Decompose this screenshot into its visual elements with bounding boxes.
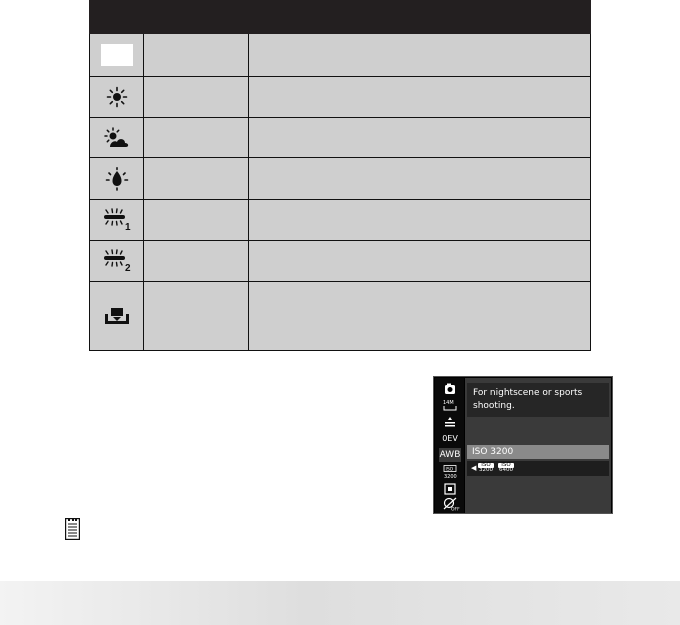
wb-description-cell: [249, 282, 591, 351]
wb-name-cell: [144, 282, 249, 351]
wb-name-cell: [144, 200, 249, 241]
white-balance-table: [89, 0, 591, 351]
icon-cell: [90, 34, 144, 77]
wb-description-cell: [249, 241, 591, 282]
svg-text:OFF: OFF: [451, 507, 460, 513]
metering-icon: [439, 482, 461, 496]
svg-text:14M: 14M: [443, 400, 454, 406]
wb-description-cell: [249, 34, 591, 77]
iso-option[interactable]: [498, 463, 514, 474]
iso-option[interactable]: [478, 463, 494, 474]
header-cell: [249, 1, 591, 34]
image-size-icon: [439, 398, 461, 412]
iso-option-label: ISO: [478, 463, 494, 468]
table-row: [90, 34, 591, 77]
table-header-row: [90, 1, 591, 34]
iso-option-value: 6400: [499, 467, 513, 473]
wb-description-cell: [249, 158, 591, 200]
auto-wb-icon: [90, 44, 143, 66]
fluorescent-2-icon: [90, 249, 143, 273]
white-balance-icon: AWB: [439, 448, 461, 462]
wb-name-cell: [144, 34, 249, 77]
iso-icon: [439, 464, 461, 480]
icon-cell: [90, 77, 144, 118]
icon-cell: [90, 158, 144, 200]
setting-options-bar: [467, 461, 609, 476]
wb-name-cell: [144, 241, 249, 282]
quality-icon: [439, 415, 461, 429]
ev-icon: 0EV: [442, 434, 458, 443]
setting-description: For nightscene or sports shooting.: [467, 383, 609, 417]
svg-text:2: 2: [124, 263, 131, 274]
face-detect-off-icon: [439, 497, 461, 511]
table-row: [90, 158, 591, 200]
table-row: [90, 77, 591, 118]
cloudy-icon: [90, 127, 143, 149]
sun-icon: [90, 86, 143, 108]
icon-cell: [90, 118, 144, 158]
table-row: [90, 282, 591, 351]
wb-description-cell: [249, 118, 591, 158]
icon-cell: [90, 200, 144, 241]
wb-name-cell: [144, 118, 249, 158]
header-cell: [90, 1, 144, 34]
scene-mode-icon: [439, 382, 461, 396]
svg-text:3200: 3200: [444, 474, 457, 480]
left-arrow-icon[interactable]: ◀: [471, 464, 477, 472]
note-icon: [65, 518, 80, 545]
svg-text:1: 1: [124, 222, 131, 233]
icon-cell: [90, 241, 144, 282]
incandescent-bulb-icon: [90, 167, 143, 191]
iso-option-value: 3200: [479, 467, 493, 473]
icon-cell: [90, 282, 144, 351]
page-footer-band: [0, 581, 680, 625]
selected-setting-value[interactable]: ISO 3200: [467, 445, 609, 459]
table-row: [90, 118, 591, 158]
camera-lcd-screenshot: [433, 376, 613, 514]
lcd-menu-sidebar: [435, 378, 464, 513]
fluorescent-1-icon: [90, 208, 143, 232]
svg-text:ISO: ISO: [445, 467, 454, 473]
table-row: [90, 241, 591, 282]
wb-name-cell: [144, 77, 249, 118]
wb-name-cell: [144, 158, 249, 200]
header-cell: [144, 1, 249, 34]
wb-description-cell: [249, 200, 591, 241]
lcd-settings-panel: [465, 378, 611, 513]
wb-description-cell: [249, 77, 591, 118]
table-row: [90, 200, 591, 241]
iso-option-label: ISO: [498, 463, 514, 468]
custom-wb-icon: [90, 306, 143, 326]
